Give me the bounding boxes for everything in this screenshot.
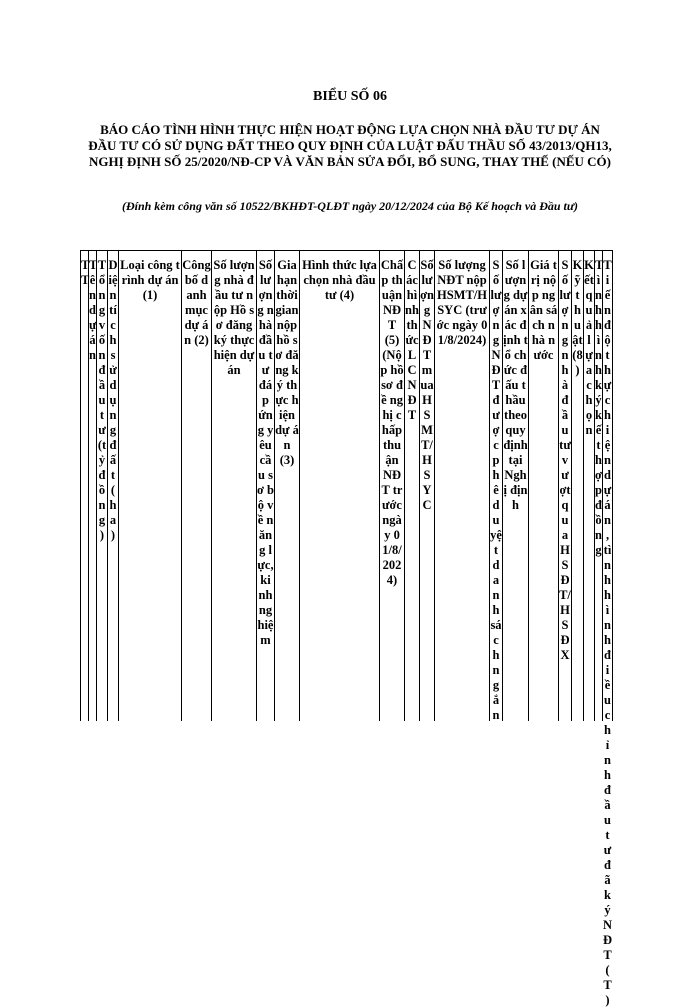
col-contract-status (595, 251, 603, 721)
col-investors-qualified (257, 251, 275, 721)
report-title: BÁO CÁO TÌNH HÌNH THỰC HIỆN HOẠT ĐỘNG LỰA CHỌN NHÀ ĐẦU TƯ DỰ ÁN ĐẦU TƯ CÓ SỬ DỤNG ĐẤT THEO QUY ĐỊNH CỦA LUẬT ĐẤU THẦU SỐ 43/2013/QH13, NGHỊ ĐỊNH SỐ 25/2020/NĐ-CP VÀ VĂN BẢN SỬA ĐỔI, BỔ SUNG, THAY THẾ (NẾU CÓ) (88, 122, 612, 169)
column-header: TT (81, 258, 90, 287)
col-bidders-purchased (420, 251, 435, 721)
col-budget-contribution (529, 251, 559, 721)
column-header: Chấp thuận NĐT (5) (Nộp hồ sơ đề nghị chấp thuận NĐT trước ngày 01/8/2024) (380, 258, 404, 587)
col-selection-forms (405, 251, 420, 721)
column-header: Số lượng nhà đầu tư vượt qua HSĐT/HSĐX (559, 258, 571, 662)
column-header: Số lượng NĐT mua HSMT/HSYC (420, 258, 434, 512)
col-project-name (89, 251, 97, 721)
col-publish-list (182, 251, 212, 721)
column-header: Gia hạn thời gian nộp hồ sơ đăng ký thực hiện dự án (3) (275, 258, 299, 467)
col-passed-bidders (559, 251, 572, 721)
column-header: Số lượng nhà đầu tư nộp Hồ sơ đăng ký thực hiện dự án (213, 258, 255, 377)
col-investor-approval (380, 251, 405, 721)
column-header: Tên dự án (89, 258, 98, 362)
column-header: Số lượng dự án xác định tổ chức đấu thầu theo quy định tại Nghị định (503, 258, 528, 512)
column-header: Số lượng NĐT được phê duyệt danh sách ngắn (490, 258, 502, 722)
report-table (80, 250, 613, 1007)
column-header: Công bố danh mục dự án (2) (182, 258, 211, 347)
col-projects-bidding (503, 251, 529, 721)
col-project-type (119, 251, 182, 721)
col-deadline-extension (275, 251, 300, 721)
column-header: Kỹ thuật (8) (572, 258, 583, 377)
col-selection-result (584, 251, 595, 721)
attachment-note: (Đính kèm công văn số 10522/BKHĐT-QLĐT ngày 20/12/2024 của Bộ Kế hoạch và Đầu tư) (121, 199, 579, 213)
column-header: Kết quả lựa chọn (584, 258, 594, 437)
col-investors-registered (212, 251, 257, 721)
column-header: Diện tích sử dụng đất (ha) (108, 258, 118, 542)
column-header: Số lượng nhà đầu tư đáp ứng yêu cầu sơ bộ về năng lực, kinh nghiệm (257, 258, 274, 647)
column-header: Số lượng NĐT nộp HSMT/HSYC (trước ngày 01/8/2024) (436, 258, 488, 347)
column-header: Tổng vốn đầu tư (tỷ đồng) (97, 258, 107, 542)
column-header: Giá trị nộp ngân sách nhà nước (529, 258, 558, 362)
column-header: Các hình thức LCNĐT (405, 258, 419, 422)
col-land-area (108, 251, 119, 721)
col-total-capital (97, 251, 108, 721)
col-selection-form (300, 251, 380, 721)
form-code: BIỂU SỐ 06 (313, 89, 387, 104)
col-progress (603, 251, 613, 1007)
column-header: Tình hình ký kết hợp đồng (595, 258, 604, 557)
col-bidders-submitted (435, 251, 490, 721)
col-technical (572, 251, 584, 721)
column-header: Loại công trình dự án (1) (120, 258, 180, 302)
column-header: Tiến độ thực hiện dự án, tình hình điều chỉnh đầu tư đã ký NĐT (T) (603, 258, 613, 1007)
col-tt (81, 251, 89, 721)
col-shortlist (490, 251, 503, 721)
column-header: Hình thức lựa chọn nhà đầu tư (4) (302, 258, 377, 302)
